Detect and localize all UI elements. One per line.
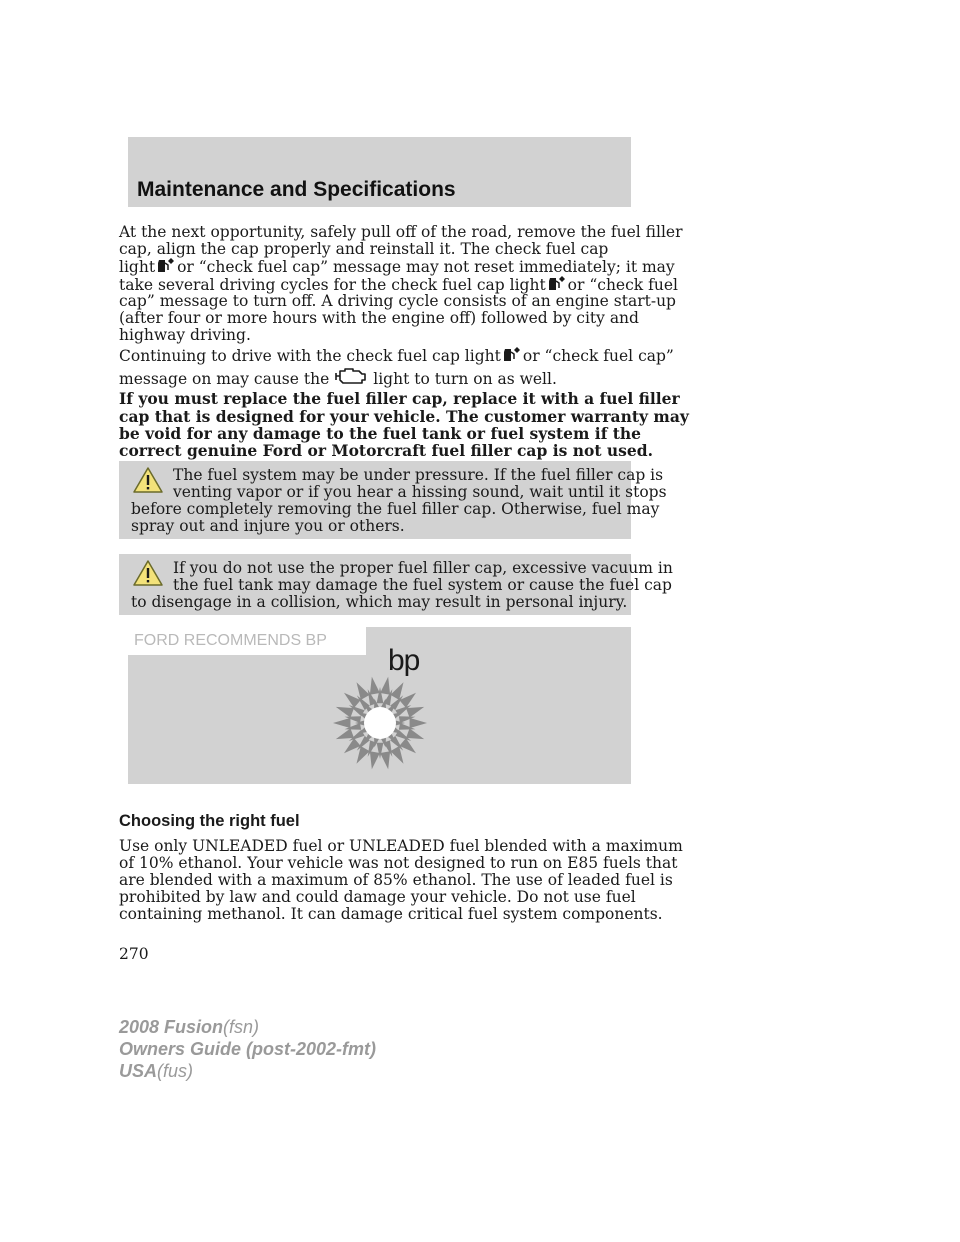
sunburst-center [364, 707, 396, 739]
para1-line: highway driving. [119, 326, 251, 344]
footer-model [119, 1017, 259, 1037]
page-title: Maintenance and Specifications [137, 178, 456, 201]
para1-text: light [119, 258, 156, 276]
warning1-line: venting vapor or if you hear a hissing sound, wait until it stops [173, 483, 667, 501]
para1-text: or “check fuel cap” message may not reset immediately; it may [177, 258, 675, 276]
footer-model-code: (fsn) [223, 1017, 260, 1037]
sunburst-ray [344, 693, 361, 708]
bp-logo-text: bp [388, 644, 420, 677]
footer-guide [119, 1039, 376, 1059]
sunburst-ray [406, 728, 424, 739]
para2-line [119, 347, 674, 367]
para1-line: cap, align the cap properly and reinstall it. The check fuel cap [119, 240, 609, 258]
sunburst-ray [336, 707, 354, 718]
sunburst-ray [380, 751, 390, 769]
warning1-line: The fuel system may be under pressure. If the fuel filler cap is [173, 466, 664, 484]
para1-text: or “check fuel [567, 276, 678, 294]
section-line: of 10% ethanol. Your vehicle was not designed to run on E85 fuels that [119, 854, 678, 872]
para3-line: If you must replace the fuel filler cap, replace it with a fuel filler [119, 389, 680, 408]
para2-text: or “check fuel cap” [522, 347, 674, 365]
warning2-line: If you do not use the proper fuel filler cap, excessive vacuum in [173, 559, 673, 577]
para3-line: be void for any damage to the fuel tank or fuel system if the [119, 424, 642, 443]
footer-model-name: 2008 Fusion [119, 1017, 224, 1037]
section-line: prohibited by law and could damage your vehicle. Do not use fuel [119, 888, 636, 906]
warning1-line: spray out and injure you or others. [131, 517, 405, 535]
para2-text: message on may cause the [119, 370, 330, 388]
brand-banner: FORD RECOMMENDS BP [128, 627, 366, 655]
bp-sunburst-icon [332, 675, 428, 775]
footer-region-name: USA [119, 1061, 158, 1081]
sunburst-ray [406, 707, 424, 718]
sunburst-ray [344, 738, 361, 753]
check-fuel-cap-icon [501, 347, 523, 367]
warning-triangle-icon [132, 466, 164, 498]
para1-line [119, 258, 675, 278]
para1-line: cap” message to turn off. A driving cycle consists of an engine start-up [119, 292, 676, 310]
section-heading: Choosing the right fuel [119, 812, 300, 830]
section-line: are blended with a maximum of 85% ethanol. The use of leaded fuel is [119, 871, 673, 889]
sunburst-ray [380, 677, 390, 695]
para2-text: light to turn on as well. [373, 370, 557, 388]
para1-line: (after four or more hours with the engine off) followed by city and [119, 309, 639, 327]
footer-region-code: (fus) [157, 1061, 194, 1081]
sunburst-ray [333, 718, 350, 728]
para1-text: take several driving cycles for the check fuel cap light [119, 276, 546, 294]
footer-guide-name: Owners Guide (post-2002-fmt) [119, 1039, 377, 1059]
sunburst-ray [399, 693, 416, 708]
section-line: containing methanol. It can damage critical fuel system components. [119, 905, 663, 923]
section-line: Use only UNLEADED fuel or UNLEADED fuel blended with a maximum [119, 837, 683, 855]
warning1-line: before completely removing the fuel filler cap. Otherwise, fuel may [131, 500, 660, 518]
warning2-line: to disengage in a collision, which may result in personal injury. [131, 593, 628, 611]
sunburst-ray [399, 738, 416, 753]
para3-line: cap that is designed for your vehicle. The customer warranty may [119, 407, 689, 426]
para1-line: At the next opportunity, safely pull off of the road, remove the fuel filler [119, 223, 683, 241]
check-fuel-cap-icon [155, 258, 177, 278]
para2-text: Continuing to drive with the check fuel cap light [119, 347, 501, 365]
sunburst-ray [370, 677, 380, 695]
sunburst-ray [410, 718, 427, 728]
para2-line [119, 366, 557, 390]
para3-line: correct genuine Ford or Motorcraft fuel filler cap is not used. [119, 441, 653, 460]
footer-region [119, 1061, 193, 1081]
sunburst-ray [370, 751, 380, 769]
check-engine-icon [333, 366, 369, 390]
warning2-line: the fuel tank may damage the fuel system or cause the fuel cap [173, 576, 672, 594]
warning-triangle-icon [132, 559, 164, 591]
page-number: 270 [119, 945, 149, 963]
sunburst-ray [336, 728, 354, 739]
